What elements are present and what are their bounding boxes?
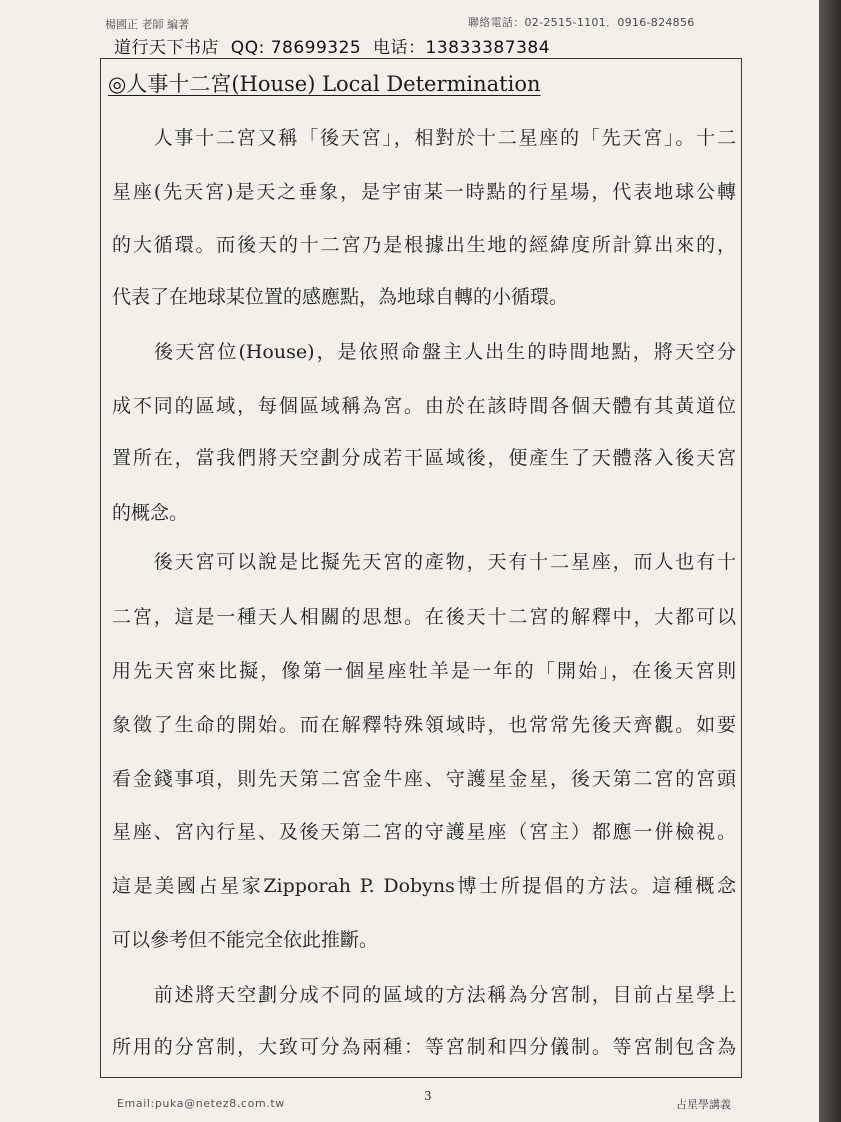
store-watermark: 道行天下书店 QQ: 78699325 电话：13833387384 — [114, 38, 551, 58]
text-line: 這是美國占星家Zipporah P. Dobyns博士所提倡的方法。這種概念 — [112, 875, 736, 897]
text-line: 看金錢事項，則先天第二宮金牛座、守護星金星，後天第二宮的宮頭 — [112, 768, 736, 790]
footer-email: Email:puka@netez8.com.tw — [117, 1097, 285, 1110]
text-line: 代表了在地球某位置的感應點，為地球自轉的小循環。 — [112, 286, 569, 308]
text-line: 人事十二宮又稱「後天宮」，相對於十二星座的「先天宮」。十二 — [112, 127, 736, 149]
photo-dark-edge — [819, 0, 841, 1122]
text-line: 後天宮可以說是比擬先天宮的產物，天有十二星座，而人也有十 — [112, 551, 736, 573]
text-line: 可以參考但不能完全依此推斷。 — [112, 929, 379, 951]
text-line: 成不同的區域，每個區域稱為宮。由於在該時間各個天體有其黃道位 — [112, 395, 736, 417]
text-line: 星座、宮內行星、及後天第二宮的守護星座（宮主）都應一併檢視。 — [112, 821, 736, 843]
text-line: 的大循環。而後天的十二宮乃是根據出生地的經緯度所計算出來的， — [112, 234, 736, 256]
text-line: 象徵了生命的開始。而在解釋特殊領域時，也常常先後天齊觀。如要 — [112, 714, 736, 736]
course-name: 占星學講義 — [676, 1098, 731, 1111]
text-line: 星座(先天宮)是天之垂象，是宇宙某一時點的行星場，代表地球公轉 — [112, 181, 736, 203]
page-number: 3 — [424, 1089, 432, 1103]
text-line: 二宮，這是一種天人相關的思想。在後天十二宮的解釋中，大都可以 — [112, 606, 736, 628]
section-title: ◎人事十二宮(House) Local Determination — [108, 72, 541, 96]
text-line: 前述將天空劃分成不同的區域的方法稱為分宮制，目前占星學上 — [112, 984, 736, 1006]
text-line: 用先天宮來比擬，像第一個星座牡羊是一年的「開始」，在後天宮則 — [112, 660, 736, 682]
text-line: 後天宮位(House)，是依照命盤主人出生的時間地點，將天空分 — [112, 341, 736, 363]
author-credit: 楊國正 老師 編著 — [105, 18, 189, 31]
contact-phone: 聯絡電話：02-2515-1101．0916-824856 — [468, 16, 695, 29]
text-line: 置所在，當我們將天空劃分成若干區域後，便產生了天體落入後天宮 — [112, 447, 736, 469]
text-line: 的概念。 — [112, 502, 189, 524]
text-line: 所用的分宮制，大致可分為兩種：等宮制和四分儀制。等宮制包含為 — [112, 1036, 736, 1058]
